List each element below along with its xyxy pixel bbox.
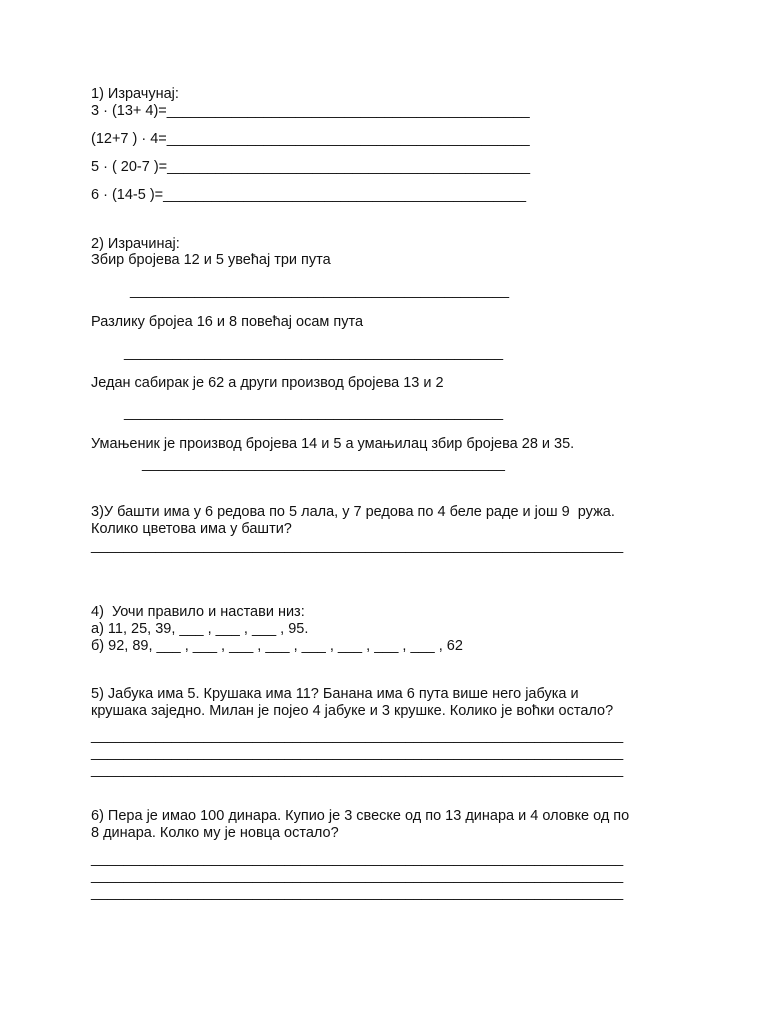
task1-row-2: (12+7 ) · 4=_____________________________________________ — [91, 131, 530, 147]
task5-answer-line-1: __________________________________________________________________ — [91, 728, 624, 744]
task2-item-4-answer-line: _____________________________________________ — [142, 456, 505, 472]
task2-item-3-text: Један сабирак је 62 а други производ бројева 13 и 2 — [91, 375, 444, 391]
task4-heading: 4) Уочи правило и настави низ: — [91, 604, 305, 620]
task2-item-2-text: Разлику бројеа 16 и 8 повећај осам пута — [91, 314, 364, 330]
task1-row-1: 3 · (13+ 4)=_____________________________________________ — [91, 103, 530, 119]
task2-item-1-answer-line: _______________________________________________ — [130, 283, 510, 299]
task6-answer-line-1: __________________________________________________________________ — [91, 851, 624, 867]
task6-answer-line-2: __________________________________________________________________ — [91, 868, 624, 884]
task2-heading: 2) Израчинај: — [91, 236, 180, 252]
task1-row-4: 6 · (14-5 )=_____________________________________________ — [91, 187, 527, 203]
task4-row-a: а) 11, 25, 39, ___ , ___ , ___ , 95. — [91, 621, 309, 637]
task2-item-3-answer-line: _______________________________________________ — [124, 405, 504, 421]
task3-answer-line-1: __________________________________________________________________ — [91, 538, 624, 554]
task2-item-2-answer-line: _______________________________________________ — [124, 345, 504, 361]
task3-line-1: 3)У башти има у 6 редова по 5 лала, у 7 редова по 4 беле раде и још 9 ружа. — [91, 504, 615, 520]
task5-answer-line-3: __________________________________________________________________ — [91, 762, 624, 778]
task1-row-3: 5 · ( 20-7 )=_____________________________________________ — [91, 159, 531, 175]
task5-line-1: 5) Јабука има 5. Крушака има 11? Банана има 6 пута више него јабука и — [91, 686, 579, 702]
task2-item-4-text: Умањеник је производ бројева 14 и 5 а умањилац збир бројева 28 и 35. — [91, 436, 575, 452]
task6-line-2: 8 динара. Колко му је новца остало? — [91, 825, 339, 841]
task5-line-2: крушака заједно. Милан је појео 4 јабуке и 3 крушке. Колико је воћки остало? — [91, 703, 614, 719]
task2-item-1-text: Збир бројева 12 и 5 увећај три пута — [91, 252, 331, 268]
task1-heading: 1) Израчунај: — [91, 86, 179, 102]
task3-line-2: Колико цветова има у башти? — [91, 521, 292, 537]
task4-row-b: б) 92, 89, ___ , ___ , ___ , ___ , ___ , ___ , ___ , ___ , 62 — [91, 638, 463, 654]
task6-answer-line-3: __________________________________________________________________ — [91, 885, 624, 901]
task5-answer-line-2: __________________________________________________________________ — [91, 745, 624, 761]
task6-line-1: 6) Пера је имао 100 динара. Купио је 3 свеске од по 13 динара и 4 оловке од по — [91, 808, 630, 824]
